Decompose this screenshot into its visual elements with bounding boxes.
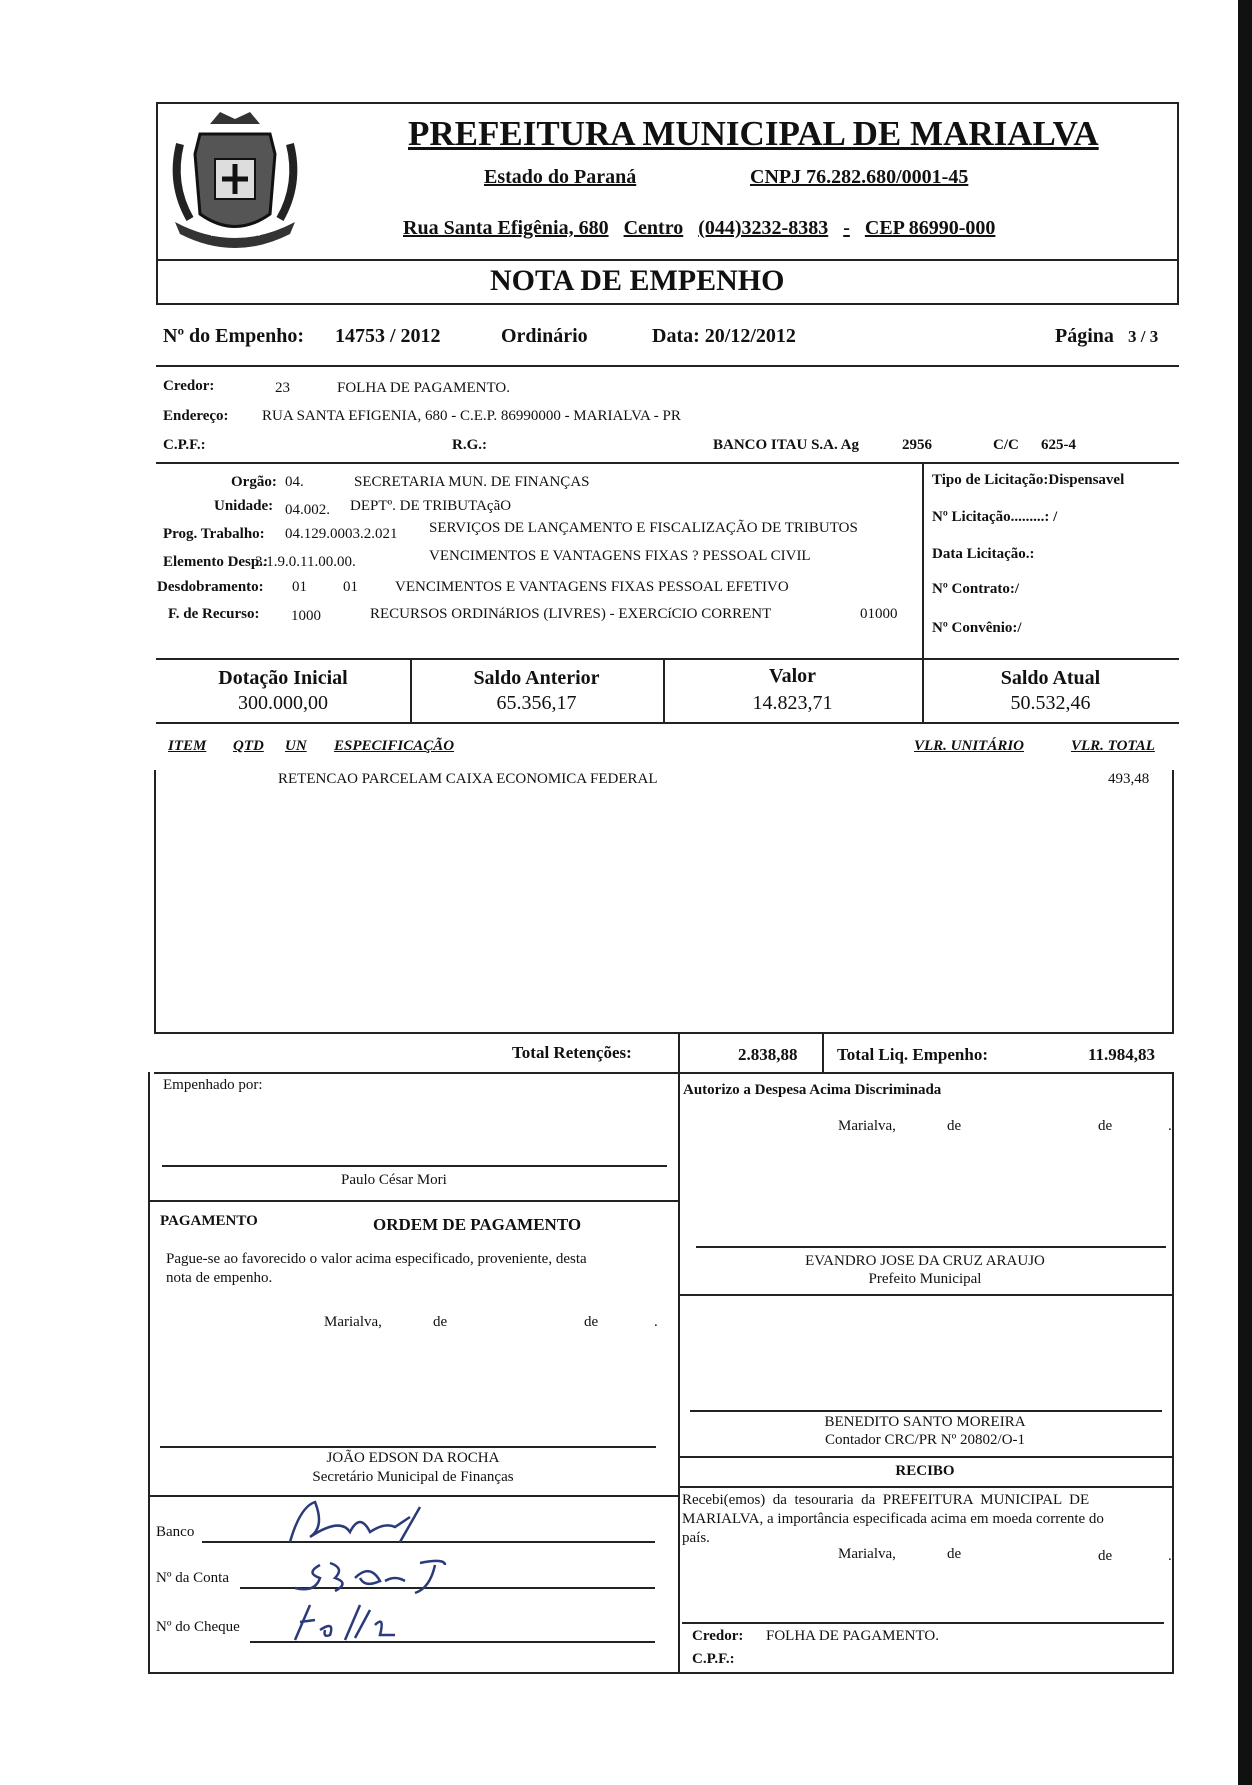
empenho-label: Nº do Empenho: [163,325,305,347]
header-divider [156,259,1179,261]
convenio: Nº Convênio:/ [932,620,1022,636]
cpf-label: C.P.F.: [163,437,206,453]
orgao-name: SECRETARIA MUN. DE FINANÇAS [354,474,590,490]
rec-label: F. de Recurso: [168,606,260,622]
header-address: Rua Santa Efigênia, 680 [403,217,609,239]
pagamento-de2: de [584,1314,599,1330]
recibo-credor-label: Credor: [692,1628,744,1644]
divider-4 [156,722,1179,724]
liq-value: 11.984,83 [1088,1045,1156,1064]
desd-label: Desdobramento: [157,579,264,595]
pagamento-city: Marialva, [324,1314,382,1330]
pagamento-text1: Pague-se ao favorecido o valor acima especificado, proveniente, desta [166,1251,587,1267]
recibo-city: Marialva, [838,1546,896,1562]
divider-1 [156,365,1179,367]
credor-address: RUA SANTA EFIGENIA, 680 - C.E.P. 86990000 - MARIALVA - PR [262,408,681,424]
liq-label: Total Liq. Empenho: [837,1045,988,1064]
recibo-de2: de [1098,1548,1113,1564]
pagamento-text2: nota de empenho. [166,1270,273,1286]
unidade-label: Unidade: [214,498,274,514]
recibo-cpf-label: C.P.F.: [692,1651,735,1667]
empenhado-name: Paulo César Mori [341,1172,447,1188]
col-un: UN [285,738,307,754]
col-qtd: QTD [233,738,264,754]
scan-edge [1238,0,1252,1785]
ret-label: Total Retenções: [512,1043,632,1062]
address-label: Endereço: [163,408,229,424]
empenho-type: Ordinário [501,325,588,347]
prog-code: 04.129.0003.2.021 [285,526,398,542]
contador-top [678,1294,1174,1296]
bottom-right-border [1172,1072,1174,1672]
unidade-name: DEPTº. DE TRIBUTAçãO [350,498,512,514]
conta-label: Nº da Conta [156,1570,229,1586]
col-esp: ESPECIFICAÇÃO [334,738,455,754]
licitacao-data: Data Licitação.: [932,546,1035,562]
items-left-border [154,770,156,1032]
desd-code2: 01 [343,579,358,595]
desd-name: VENCIMENTOS E VANTAGENS FIXAS PESSOAL EFETIVO [395,579,789,595]
autorizo-de2: de [1098,1118,1113,1134]
rg-label: R.G.: [452,437,487,453]
page-number: 3 / 3 [1128,327,1159,346]
elem-code: 3.1.9.0.11.00.00. [255,554,356,570]
handwritten-signature-banco [270,1497,440,1547]
recibo-text3: país. [682,1530,710,1546]
pagamento-sign-line [160,1446,656,1448]
rec-code2: 01000 [860,606,898,622]
col-vlr-unit: VLR. UNITÁRIO [914,738,1025,754]
header-district: Centro [623,217,684,239]
autorizo-dot: . [1168,1118,1172,1134]
contador-sign-line [690,1410,1162,1412]
totals-bottom [154,1072,1174,1074]
saldo-anterior-value: 65.356,17 [496,692,577,714]
autorizo-label: Autorizo a Despesa Acima Discriminada [683,1082,942,1098]
items-right-border [1172,770,1174,1032]
autorizo-de1: de [947,1118,962,1134]
col-item: ITEM [168,738,207,754]
cc-label: C/C [993,437,1019,453]
bottom-left-border [148,1072,150,1672]
autorizo-role: Prefeito Municipal [868,1271,982,1287]
contador-role: Contador CRC/PR Nº 20802/O-1 [824,1432,1026,1448]
recibo-text2: MARIALVA, a importância especificada acima em moeda corrente do [682,1511,1104,1527]
cheque-label: Nº do Cheque [156,1619,240,1635]
licitacao-num: Nº Licitação.........: / [932,509,1058,525]
header-state: Estado do Paraná [484,166,637,188]
totals-div-2 [822,1032,824,1072]
recibo-de1: de [947,1546,962,1562]
header-cnpj: CNPJ 76.282.680/0001-45 [750,166,969,188]
bank-agency: 2956 [902,437,932,453]
dotacao-label: Dotação Inicial [218,667,348,689]
recibo-text1: Recebi(emos) da tesouraria da PREFEITURA MUNICIPAL DE [682,1492,1090,1508]
item-desc: RETENCAO PARCELAM CAIXA ECONOMICA FEDERAL [278,771,658,787]
ret-value: 2.838,88 [738,1045,798,1064]
credor-name: FOLHA DE PAGAMENTO. [337,380,510,396]
pagamento-dot: . [654,1314,658,1330]
recibo-title: RECIBO [895,1463,955,1479]
bottom-mid-border [678,1072,680,1672]
contrato: Nº Contrato:/ [932,581,1020,597]
item-total: 493,48 [1108,771,1150,787]
elem-name: VENCIMENTOS E VANTAGENS FIXAS ? PESSOAL CIVIL [429,548,811,564]
recibo-top [678,1456,1174,1458]
recibo-sign-line [682,1622,1164,1624]
divider-3 [156,658,1179,660]
recibo-dot: . [1168,1548,1172,1564]
contador-name: BENEDITO SANTO MOREIRA [824,1414,1026,1430]
pagamento-label: PAGAMENTO [160,1213,258,1229]
valor-label: Valor [768,665,817,687]
elem-label: Elemento Desp.: [163,554,268,570]
rec-name: RECURSOS ORDINáRIOS (LIVRES) - EXERCíCIO CORRENT [370,606,772,622]
bank-name: BANCO ITAU S.A. Ag [713,437,859,453]
recibo-credor: FOLHA DE PAGAMENTO. [766,1628,939,1644]
credor-code: 23 [275,380,290,396]
orgao-label: Orgão: [231,474,277,490]
header-address-line [403,217,995,240]
autorizo-sign-line [696,1246,1166,1248]
rec-code: 1000 [291,608,321,624]
autorizo-city: Marialva, [838,1118,896,1134]
pagamento-top [148,1200,678,1202]
col-vlr-total: VLR. TOTAL [1071,738,1155,754]
orgao-code: 04. [285,474,304,490]
coat-of-arms-icon [160,104,310,254]
header-title: PREFEITURA MUNICIPAL DE MARIALVA [408,114,1099,153]
bottom-end [148,1672,1174,1674]
prog-label: Prog. Trabalho: [163,526,265,542]
unidade-code: 04.002. [285,502,330,518]
credor-label: Credor: [163,378,215,394]
banco-label: Banco [156,1524,195,1540]
header-phone: (044)3232-8383 [698,217,829,239]
empenho-date: Data: 20/12/2012 [652,325,796,347]
pagamento-de1: de [433,1314,448,1330]
empenho-number: 14753 / 2012 [335,325,441,347]
pagamento-name: JOÃO EDSON DA ROCHA [326,1450,500,1466]
doc-title: NOTA DE EMPENHO [490,264,785,297]
handwritten-account-number [285,1553,465,1598]
header-cep: CEP 86990-000 [864,217,996,239]
dotacao-value: 300.000,00 [238,692,328,714]
pagamento-role: Secretário Municipal de Finanças [312,1469,514,1485]
totals-top [154,1032,1174,1034]
saldo-atual-value: 50.532,46 [1010,692,1091,714]
empenhado-label: Empenhado por: [163,1077,263,1093]
totals-div-1 [678,1032,680,1072]
empenhado-sign-line [162,1165,667,1167]
desd-code1: 01 [292,579,307,595]
header-sep: - [843,217,850,239]
valor-value: 14.823,71 [752,692,833,714]
class-divider [922,462,924,658]
prog-name: SERVIÇOS DE LANÇAMENTO E FISCALIZAÇÃO DE TRIBUTOS [429,520,858,536]
cc-number: 625-4 [1041,437,1076,453]
recibo-title-line [678,1486,1174,1488]
saldo-atual-label: Saldo Atual [1000,667,1101,689]
licitacao-tipo: Tipo de Licitação:Dispensavel [932,472,1125,488]
saldo-anterior-label: Saldo Anterior [473,667,600,689]
svg-text:MARIALVA: MARIALVA [210,228,260,239]
divider-2 [156,462,1179,464]
autorizo-name: EVANDRO JOSE DA CRUZ ARAUJO [805,1253,1045,1269]
page-label: Página [1055,325,1114,347]
ordem-label: ORDEM DE PAGAMENTO [373,1215,582,1234]
handwritten-cheque-number [285,1600,415,1645]
